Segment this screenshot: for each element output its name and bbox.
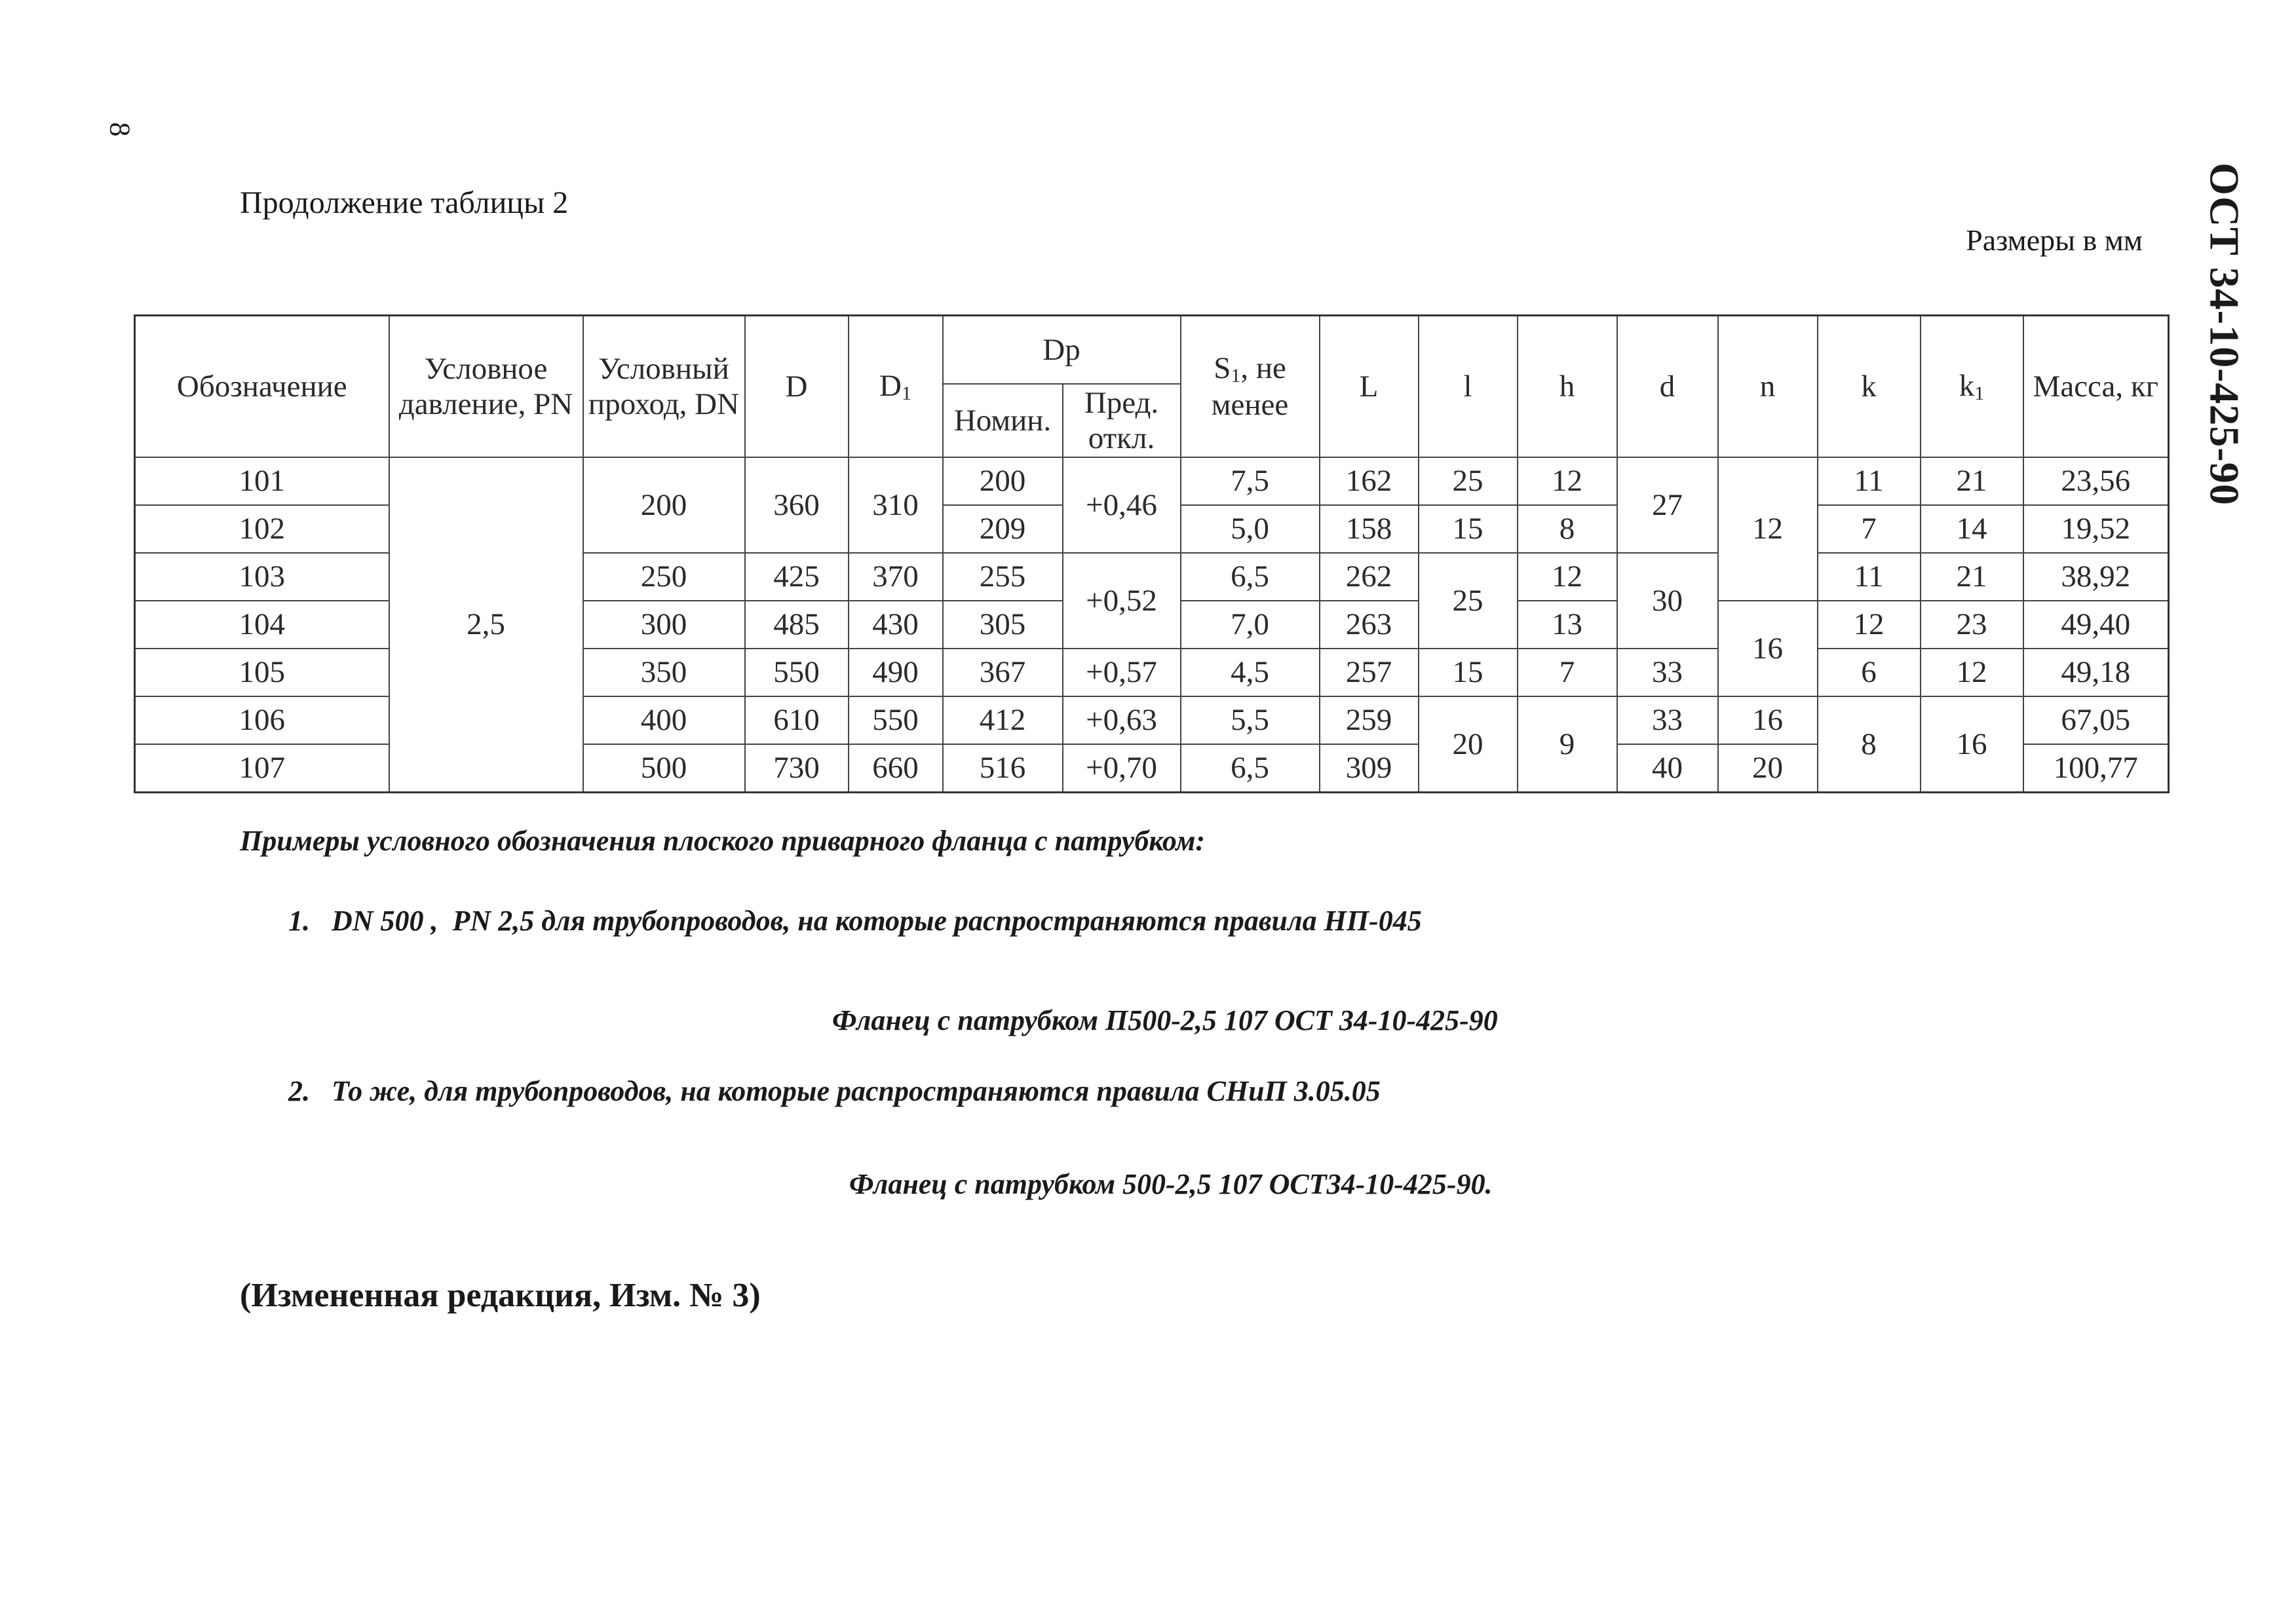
cell-L: 257 <box>1320 649 1419 696</box>
cell-h: 9 <box>1518 696 1617 793</box>
cell-s1: 5,0 <box>1181 505 1320 553</box>
cell-dp-deviation: +0,63 <box>1063 696 1181 744</box>
cell-h: 12 <box>1518 553 1617 601</box>
cell-dp-nominal: 305 <box>943 601 1063 649</box>
cell-s1: 6,5 <box>1181 744 1320 793</box>
header-S1-main: S <box>1214 350 1231 385</box>
dimensions-table <box>134 314 2170 793</box>
example-item-1: 1. DN 500 , PN 2,5 для трубопроводов, на которые распространяются правила НП-045 <box>288 905 1422 937</box>
cell-designation: 101 <box>135 457 389 505</box>
header-pn: Условное давление, PN <box>389 316 583 458</box>
cell-designation: 107 <box>135 744 389 793</box>
header-D: D <box>745 316 849 458</box>
cell-L: 262 <box>1320 553 1419 601</box>
cell-D1: 490 <box>849 649 943 696</box>
revision-note: (Измененная редакция, Изм. № 3) <box>240 1277 761 1314</box>
cell-k1: 21 <box>1921 553 2023 601</box>
cell-dp-nominal: 516 <box>943 744 1063 793</box>
cell-h: 13 <box>1518 601 1617 649</box>
cell-mass: 23,56 <box>2023 457 2169 505</box>
cell-designation: 105 <box>135 649 389 696</box>
cell-designation: 104 <box>135 601 389 649</box>
cell-dp-deviation: +0,52 <box>1063 553 1181 649</box>
cell-dp-deviation: +0,57 <box>1063 649 1181 696</box>
cell-s1: 7,5 <box>1181 457 1320 505</box>
cell-k1: 14 <box>1921 505 2023 553</box>
cell-s1: 5,5 <box>1181 696 1320 744</box>
side-document-code-text: ОСТ 34-10-425-90 <box>2202 162 2248 506</box>
cell-dp-nominal: 200 <box>943 457 1063 505</box>
cell-dp-nominal: 255 <box>943 553 1063 601</box>
cell-L: 263 <box>1320 601 1419 649</box>
cell-k: 12 <box>1818 601 1921 649</box>
example-item-2: 2. То же, для трубопроводов, на которые распространяются правила СНиП 3.05.05 <box>288 1075 1381 1107</box>
cell-k1: 23 <box>1921 601 2023 649</box>
cell-L: 309 <box>1320 744 1419 793</box>
cell-dp-nominal: 367 <box>943 649 1063 696</box>
table-continuation-caption: Продолжение таблицы 2 <box>240 185 569 220</box>
cell-k1: 16 <box>1921 696 2023 793</box>
cell-dn: 350 <box>583 649 745 696</box>
header-k: k <box>1818 316 1921 458</box>
header-S1-sub: 1 <box>1231 364 1241 387</box>
cell-D1: 550 <box>849 696 943 744</box>
header-S1-rest: , не менее <box>1211 350 1289 423</box>
cell-dp-nominal: 412 <box>943 696 1063 744</box>
cell-k: 11 <box>1818 553 1921 601</box>
cell-D1: 370 <box>849 553 943 601</box>
cell-k: 6 <box>1818 649 1921 696</box>
cell-designation: 106 <box>135 696 389 744</box>
cell-L: 259 <box>1320 696 1419 744</box>
cell-mass: 67,05 <box>2023 696 2169 744</box>
cell-l: 25 <box>1419 553 1518 649</box>
cell-h: 8 <box>1518 505 1617 553</box>
header-k1 <box>1921 316 2023 458</box>
cell-k1: 12 <box>1921 649 2023 696</box>
cell-D1: 430 <box>849 601 943 649</box>
cell-mass: 49,40 <box>2023 601 2169 649</box>
cell-D: 360 <box>745 457 849 553</box>
example-item-1-designation: Фланец с патрубком П500-2,5 107 ОСТ 34-10-425-90 <box>832 1004 1498 1036</box>
cell-l: 20 <box>1419 696 1518 793</box>
cell-D: 610 <box>745 696 849 744</box>
cell-n: 16 <box>1718 601 1818 696</box>
cell-D: 485 <box>745 601 849 649</box>
cell-D: 730 <box>745 744 849 793</box>
cell-n: 12 <box>1718 457 1818 601</box>
cell-d: 30 <box>1617 553 1718 649</box>
cell-dp-deviation: +0,70 <box>1063 744 1181 793</box>
cell-mass: 49,18 <box>2023 649 2169 696</box>
cell-s1: 7,0 <box>1181 601 1320 649</box>
cell-D1: 310 <box>849 457 943 553</box>
header-dn: Условный проход, DN <box>583 316 745 458</box>
cell-l: 15 <box>1419 505 1518 553</box>
cell-mass: 38,92 <box>2023 553 2169 601</box>
cell-dn: 500 <box>583 744 745 793</box>
cell-d: 40 <box>1617 744 1718 793</box>
cell-D1: 660 <box>849 744 943 793</box>
cell-h: 7 <box>1518 649 1617 696</box>
header-dp-nominal: Номин. <box>943 384 1063 457</box>
header-D1 <box>849 316 943 458</box>
units-note: Размеры в мм <box>1966 223 2143 257</box>
header-L: L <box>1320 316 1419 458</box>
header-D1-main: D <box>879 368 902 403</box>
cell-dn: 300 <box>583 601 745 649</box>
cell-dn: 200 <box>583 457 745 553</box>
cell-L: 162 <box>1320 457 1419 505</box>
page-number: 8 <box>104 122 136 137</box>
header-Dp: Dp <box>943 316 1181 385</box>
cell-d: 27 <box>1617 457 1718 553</box>
cell-k1: 21 <box>1921 457 2023 505</box>
header-dp-deviation: Пред. откл. <box>1063 384 1181 457</box>
cell-k: 7 <box>1818 505 1921 553</box>
cell-L: 158 <box>1320 505 1419 553</box>
cell-D: 550 <box>745 649 849 696</box>
cell-k: 8 <box>1818 696 1921 793</box>
header-h: h <box>1518 316 1617 458</box>
cell-mass: 19,52 <box>2023 505 2169 553</box>
cell-D: 425 <box>745 553 849 601</box>
examples-title: Примеры условного обозначения плоского приварного фланца с патрубком: <box>240 825 1206 857</box>
cell-d: 33 <box>1617 696 1718 744</box>
cell-dn: 400 <box>583 696 745 744</box>
cell-dn: 250 <box>583 553 745 601</box>
cell-dp-deviation: +0,46 <box>1063 457 1181 553</box>
cell-l: 25 <box>1419 457 1518 505</box>
header-designation: Обозначение <box>135 316 389 458</box>
cell-d: 33 <box>1617 649 1718 696</box>
cell-designation: 102 <box>135 505 389 553</box>
table-row <box>135 457 2169 505</box>
cell-n: 20 <box>1718 744 1818 793</box>
example-item-2-designation: Фланец с патрубком 500-2,5 107 ОСТ34-10-425-90. <box>849 1168 1493 1200</box>
cell-l: 15 <box>1419 649 1518 696</box>
side-document-code <box>2189 151 2261 518</box>
cell-h: 12 <box>1518 457 1617 505</box>
header-l: l <box>1419 316 1518 458</box>
cell-pn: 2,5 <box>389 457 583 793</box>
header-D1-sub: 1 <box>901 382 911 404</box>
cell-s1: 4,5 <box>1181 649 1320 696</box>
header-d: d <box>1617 316 1718 458</box>
header-k1-main: k <box>1959 368 1975 403</box>
cell-s1: 6,5 <box>1181 553 1320 601</box>
cell-mass: 100,77 <box>2023 744 2169 793</box>
header-S1 <box>1181 316 1320 458</box>
cell-k: 11 <box>1818 457 1921 505</box>
cell-designation: 103 <box>135 553 389 601</box>
header-k1-sub: 1 <box>1974 382 1985 404</box>
cell-dp-nominal: 209 <box>943 505 1063 553</box>
header-n: n <box>1718 316 1818 458</box>
cell-n: 16 <box>1718 696 1818 744</box>
header-mass: Масса, кг <box>2023 316 2169 458</box>
